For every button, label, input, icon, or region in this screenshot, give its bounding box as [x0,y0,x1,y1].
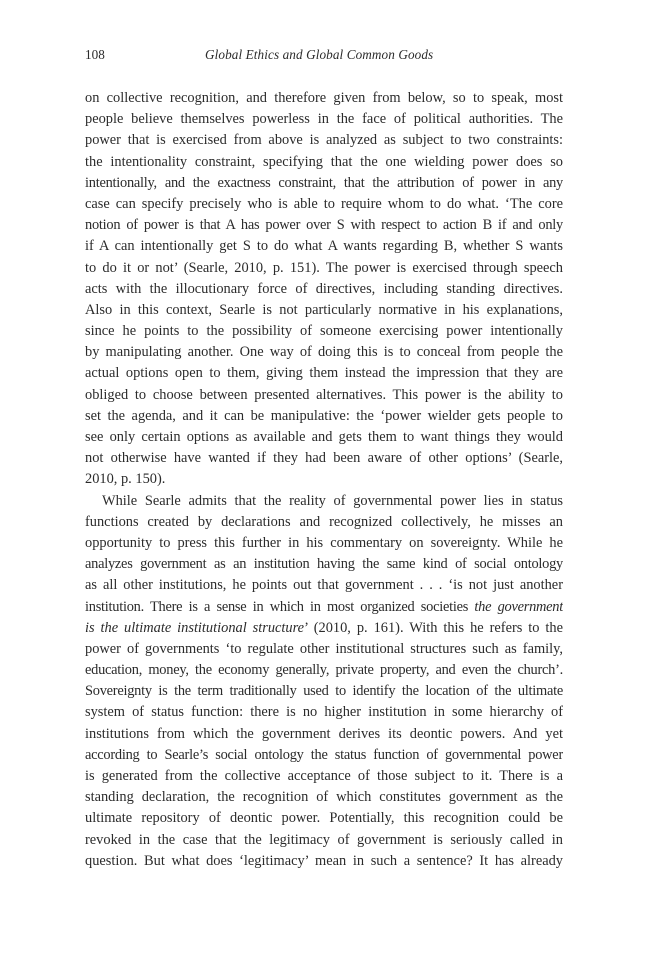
text-line: institutions from which the government derives its deontic powers. And yet [85,725,563,742]
text-line: education, money, the economy generally, private property, and even the church’. [85,662,563,679]
text-line: notion of power is that A has power over S with respect to action B if and only [85,217,563,234]
text-line: if A can intentionally get S to do what A wants regarding B, whether S wants [85,238,563,255]
text-line: is generated from the collective acceptance of those subject to it. There is a [85,768,563,784]
text-line: since he points to the possibility of someone exercising power intentionally [85,323,563,340]
running-title: Global Ethics and Global Common Goods [205,47,434,62]
text-line: functions created by declarations and recognized collectively, he misses an [85,513,563,530]
page-number: 108 [85,47,105,62]
text-line: analyzes government as an institution having the same kind of social ontology [85,556,563,573]
text-line: question. But what does ‘legitimacy’ mean in such a sentence? It has already [85,852,563,869]
text-line: standing declaration, the recognition of which constitutes government as the [85,789,563,806]
text-line: see only certain options as available and gets them to want things they would [85,429,563,445]
text-line [85,618,563,639]
text-line [85,597,563,618]
text-line: to do it or not’ (Searle, 2010, p. 151). The power is exercised through speech [85,259,563,276]
text-line: Also in this context, Searle is not particularly normative in his explanations, [85,301,563,318]
body-text [85,88,563,872]
line-text: institution. There is a sense in which in most organized societies [85,598,475,615]
text-line: Sovereignty is the term traditionally used to identify the location of the ultimate [85,683,563,700]
line-text: ’ (2010, p. 161). With this he refers to the [304,619,563,636]
book-page [85,0,563,975]
text-line: revoked in the case that the legitimacy of government is seriously called in [85,831,563,848]
text-line: according to Searle’s social ontology the status function of governmental power [85,746,563,763]
running-header [85,45,563,65]
text-line: 2010, p. 150). [85,471,166,488]
text-line: people believe themselves powerless in the face of political authorities. The [85,111,563,128]
text-line: on collective recognition, and therefore given from below, so to speak, most [85,90,563,106]
text-line: opportunity to press this further in his commentary on sovereignty. While he [85,534,563,551]
text-line: set the agenda, and it can be manipulative: the ‘power wielder gets people to [85,407,563,424]
text-line: ultimate repository of deontic power. Potentially, this recognition could be [85,810,563,827]
text-line: power that is exercised from above is analyzed as subject to two constraints: [85,132,563,149]
text-line: acts with the illocutionary force of directives, including standing directives. [85,280,563,297]
text-line: intentionally, and the exactness constraint, that the attribution of power in any [85,174,563,191]
text-line: power of governments ‘to regulate other institutional structures such as family, [85,640,563,657]
text-line: obliged to choose between presented alternatives. This power is the ability to [85,386,563,403]
text-line: the intentionality constraint, specifying that the one wielding power does so [85,153,563,170]
text-line: as all other institutions, he points out that government . . . ‘is not just another [85,577,563,594]
italic-text: is the ultimate institutional structure [85,619,305,636]
text-line: not otherwise have wanted if they had been aware of other options’ (Searle, [85,450,563,467]
text-line: While Searle admits that the reality of governmental power lies in status [102,492,563,509]
text-line: actual options open to them, giving them instead the impression that they are [85,365,563,382]
text-line: system of status function: there is no higher institution in some hierarchy of [85,704,563,721]
italic-text: the government [474,598,563,615]
text-line: by manipulating another. One way of doing this is to conceal from people the [85,344,563,361]
text-line: case can specify precisely who is able to require whom to do what. ‘The core [85,195,563,212]
